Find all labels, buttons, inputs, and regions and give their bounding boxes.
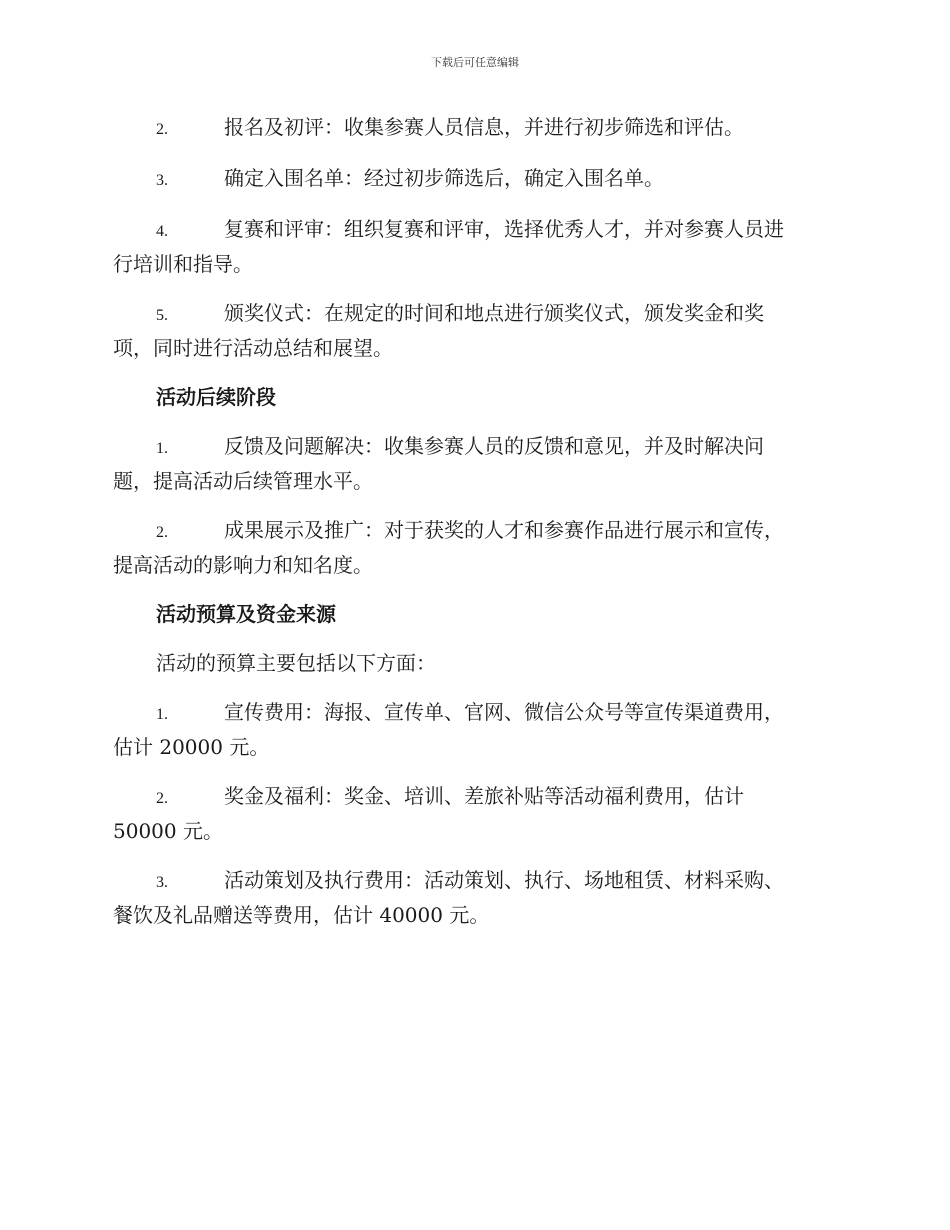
list-number: 3. [156, 172, 168, 189]
list-text-line1: 活动策划及执行费用：活动策划、执行、场地租赁、材料采购、 [224, 868, 784, 892]
list-number: 2. [156, 121, 168, 138]
list-text: 报名及初评：收集参赛人员信息，并进行初步筛选和评估。 [224, 115, 744, 139]
list-text-line2: 项，同时进行活动总结和展望。 [113, 336, 393, 360]
list-text-line1: 颁奖仪式：在规定的时间和地点进行颁奖仪式，颁发奖金和奖 [224, 301, 764, 325]
list-item [113, 213, 837, 281]
list-number: 4. [156, 223, 168, 240]
list-item [113, 430, 837, 498]
list-number: 2. [156, 790, 168, 807]
list-item [113, 696, 837, 764]
section-heading: 活动预算及资金来源 [156, 602, 336, 626]
list-text-line1: 奖金及福利：奖金、培训、差旅补贴等活动福利费用，估计 [224, 784, 744, 808]
list-item [113, 297, 837, 365]
paragraph: 活动的预算主要包括以下方面： [156, 651, 436, 675]
list-number: 3. [156, 874, 168, 891]
list-text-line2: 估计 20000 元。 [113, 735, 270, 759]
list-item [113, 864, 837, 932]
list-item [113, 162, 837, 197]
list-item [113, 514, 837, 582]
page-header: 下载后可任意编辑 [431, 56, 519, 69]
section-heading: 活动后续阶段 [156, 385, 276, 409]
document-body [113, 111, 837, 948]
list-text-line2: 餐饮及礼品赠送等费用，估计 40000 元。 [113, 903, 490, 927]
list-text-line1: 复赛和评审：组织复赛和评审，选择优秀人才，并对参赛人员进 [224, 217, 784, 241]
list-text: 确定入围名单：经过初步筛选后，确定入围名单。 [224, 166, 664, 190]
list-number: 1. [156, 440, 168, 457]
list-text-line2: 提高活动的影响力和知名度。 [113, 553, 373, 577]
list-number: 1. [156, 706, 168, 723]
list-text-line1: 成果展示及推广：对于获奖的人才和参赛作品进行展示和宣传， [224, 518, 784, 542]
list-item [113, 780, 837, 848]
list-text-line1: 反馈及问题解决：收集参赛人员的反馈和意见，并及时解决问 [224, 434, 764, 458]
list-number: 2. [156, 524, 168, 541]
list-text-line2: 题，提高活动后续管理水平。 [113, 469, 373, 493]
list-text-line2: 50000 元。 [113, 819, 223, 843]
list-number: 5. [156, 307, 168, 324]
list-item [113, 111, 837, 146]
list-text-line2: 行培训和指导。 [113, 252, 253, 276]
list-text-line1: 宣传费用：海报、宣传单、官网、微信公众号等宣传渠道费用， [224, 700, 784, 724]
